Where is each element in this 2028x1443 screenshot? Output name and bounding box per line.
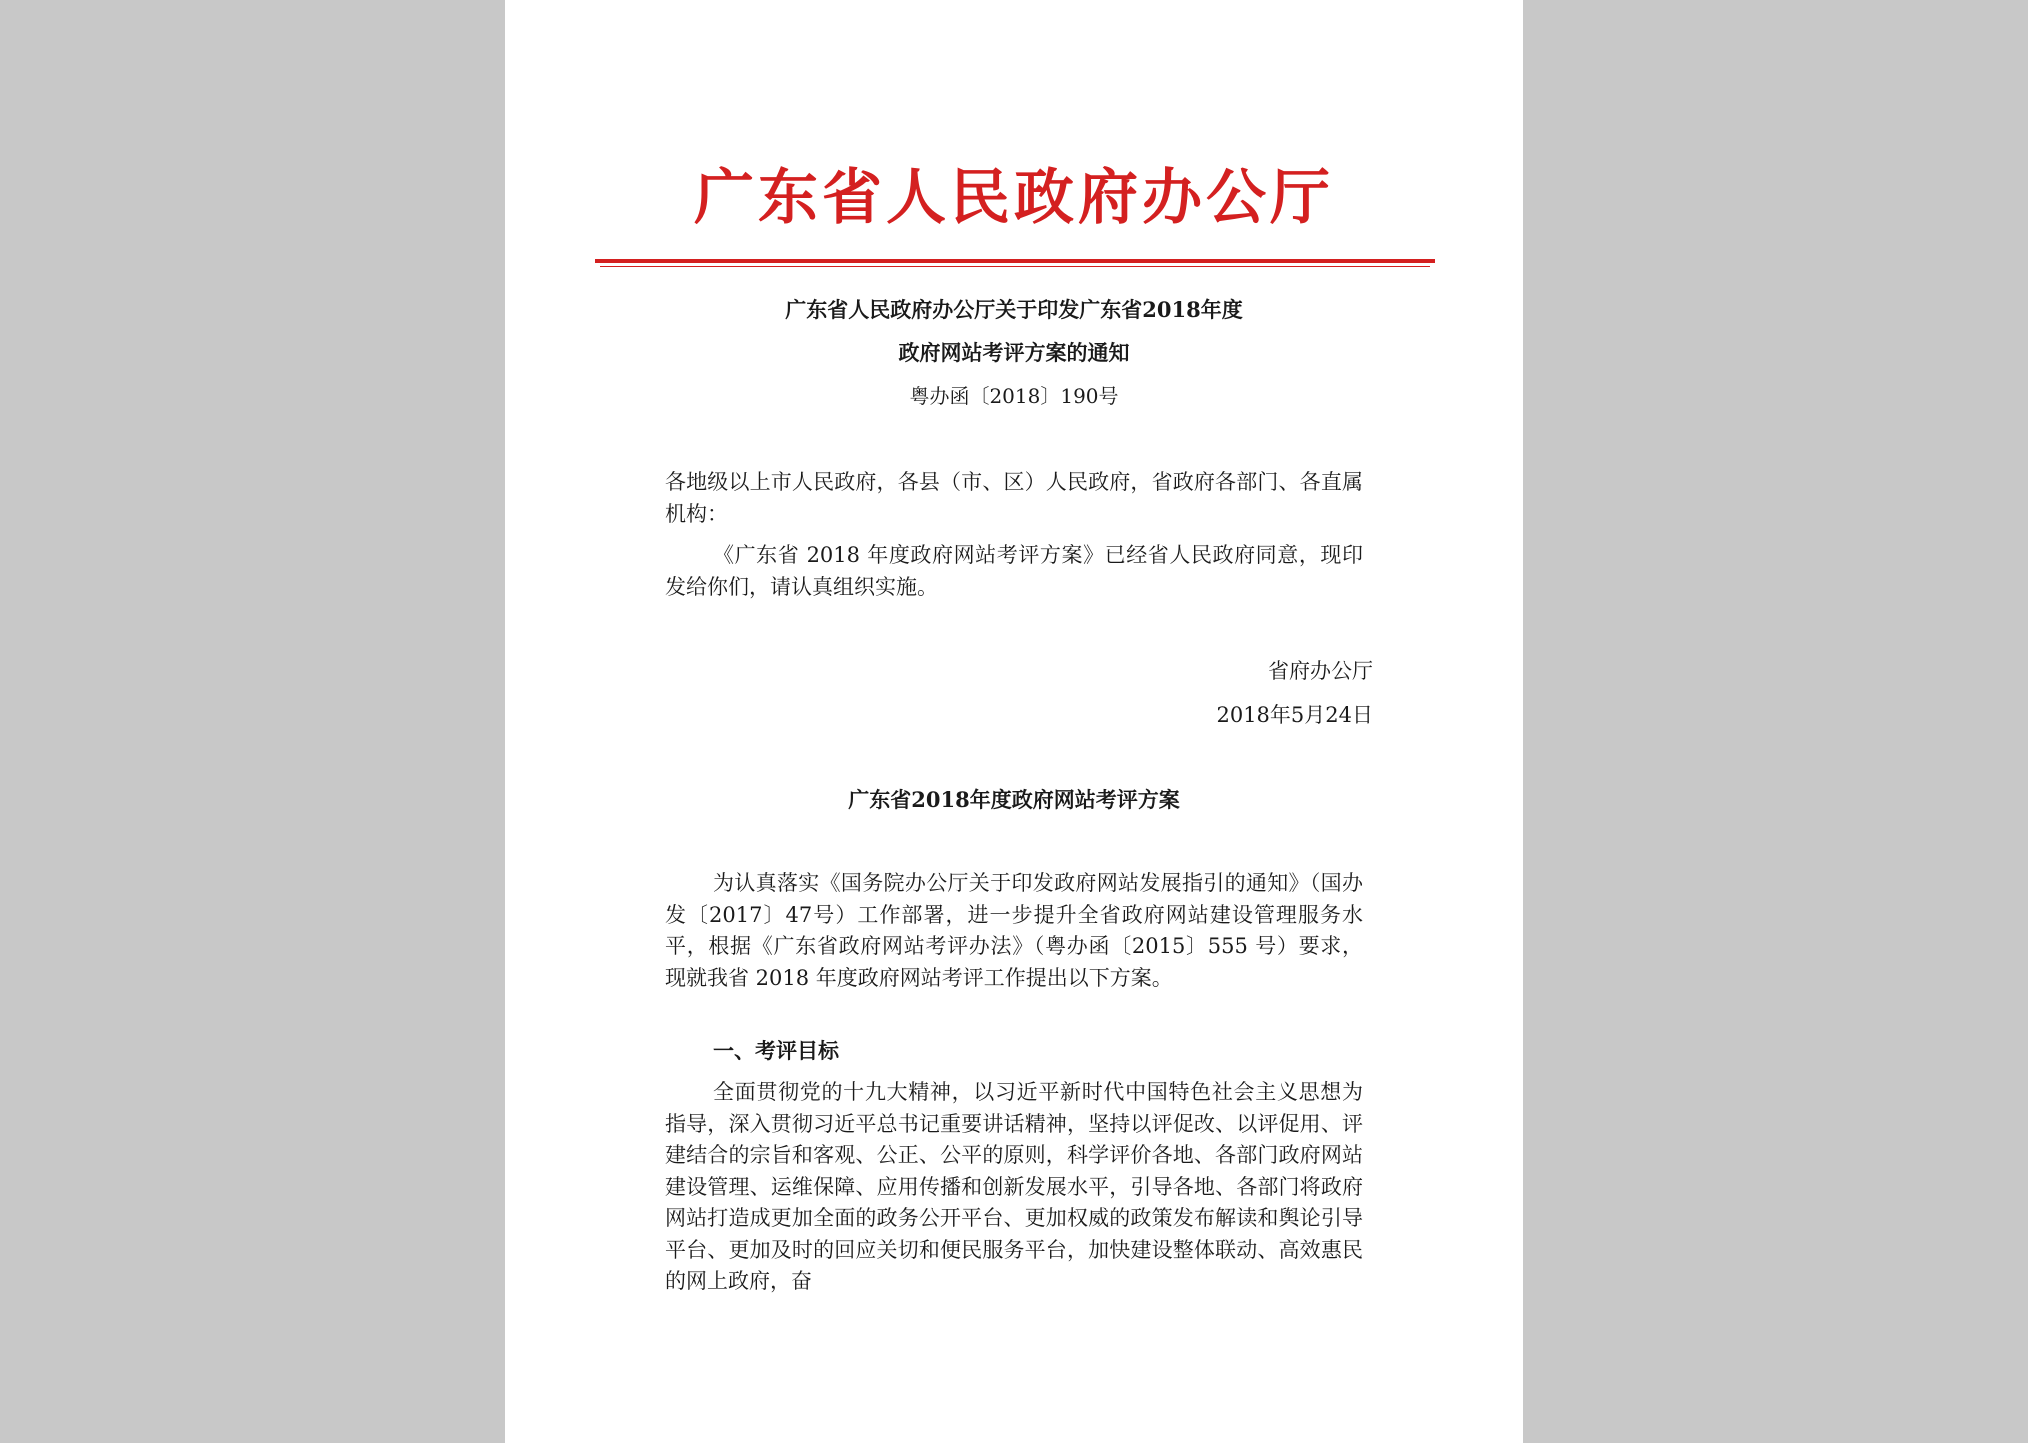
addressees: 各地级以上市人民政府，各县（市、区）人民政府，省政府各部门、各直属机构： (665, 470, 1363, 526)
signature-issuer: 省府办公厅 (1268, 659, 1373, 683)
masthead-title: 广东省人民政府办公厅 (694, 163, 1334, 233)
section-heading: 一、考评目标 (713, 1038, 839, 1063)
red-divider-thin (600, 266, 1430, 267)
doc-number: 粤办函〔2018〕190号 (909, 384, 1119, 408)
notice-title-line1: 广东省人民政府办公厅关于印发广东省2018年度 (785, 297, 1243, 322)
plan-title: 广东省2018年度政府网站考评方案 (848, 787, 1180, 812)
body-paragraph: 《广东省 2018 年度政府网站考评方案》已经省人民政府同意，现印发给你们，请认真组织实施。 (665, 543, 1363, 599)
plan-intro: 为认真落实《国务院办公厅关于印发政府网站发展指引的通知》（国办发〔2017〕47号）工作部署，进一步提升全省政府网站建设管理服务水平，根据《广东省政府网站考评办法》（粤办函〔2015〕555 号）要求，现就我省 2018 年度政府网站考评工作提出以下方案。 (665, 871, 1363, 990)
notice-title-line2: 政府网站考评方案的通知 (898, 340, 1130, 365)
signature-date: 2018年5月24日 (1216, 703, 1373, 727)
red-divider-thick (595, 259, 1435, 263)
section-text: 全面贯彻党的十九大精神，以习近平新时代中国特色社会主义思想为指导，深入贯彻习近平总书记重要讲话精神，坚持以评促改、以评促用、评建结合的宗旨和客观、公正、公平的原则，科学评价各地、各部门政府网站建设管理、运维保障、应用传播和创新发展水平，引导各地、各部门将政府网站打造成更加全面的政务公开平台、更加权威的政策发布解读和舆论引导平台、更加及时的回应关切和便民服务平台，加快建设整体联动、高效惠民的网上政府，奋 (665, 1080, 1363, 1293)
document-page (505, 0, 1523, 1443)
